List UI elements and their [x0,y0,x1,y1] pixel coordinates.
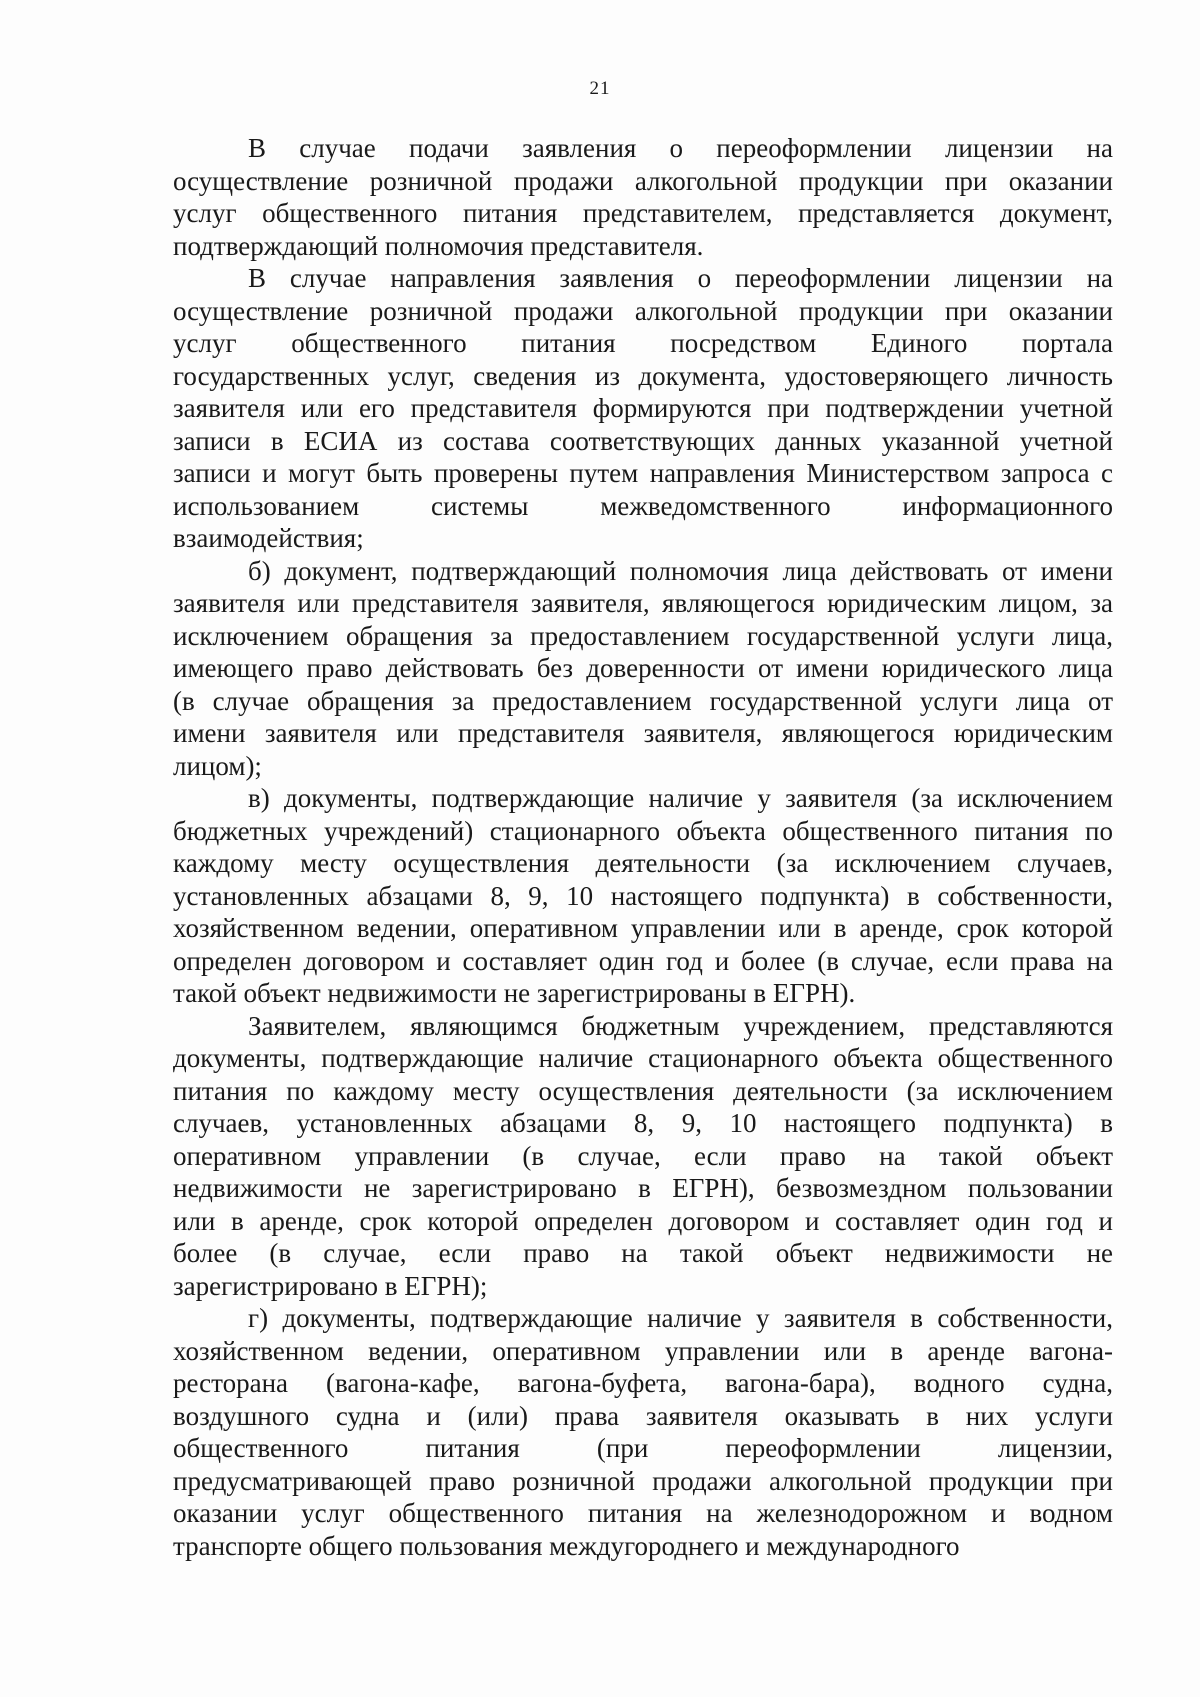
text-line: бюджетных учреждений) стационарного объекта общественного питания по [173,815,1113,846]
document-body [173,132,1113,1562]
text-line: недвижимости не зарегистрировано в ЕГРН), безвозмездном пользовании [173,1173,1113,1203]
text-line: заявителя или представителя заявителя, являющегося юридическим лицом, за [173,588,1113,618]
text-line: услуг общественного питания представителем, представляется документ, [173,198,1113,228]
paragraph [173,1010,1113,1303]
text-line: заявителя или его представителя формируются при подтверждении учетной [173,393,1113,423]
text-line: государственных услуг, сведения из документа, удостоверяющего личность [173,360,1113,391]
text-line: В случае направления заявления о переоформлении лицензии на [248,263,1113,293]
text-line: осуществление розничной продажи алкогольной продукции при оказании [173,295,1113,326]
text-line: хозяйственном ведении, оперативном управлении или в аренде вагона- [173,1335,1113,1366]
text-line: определен договором и составляет один год и более (в случае, если права на [173,945,1113,976]
paragraph [173,782,1113,1010]
text-line: зарегистрировано в ЕГРН); [173,1270,488,1301]
text-line: случаев, установленных абзацами 8, 9, 10 настоящего подпункта) в [173,1108,1113,1138]
text-line: питания по каждому месту осуществления деятельности (за исключением [173,1075,1113,1106]
text-line: воздушного судна и (или) права заявителя оказывать в них услуги [173,1400,1113,1431]
text-line: более (в случае, если право на такой объект недвижимости не [173,1238,1113,1268]
text-line: оперативном управлении (в случае, если право на такой объект [173,1140,1113,1171]
text-line: осуществление розничной продажи алкогольной продукции при оказании [173,165,1113,196]
text-line: записи в ЕСИА из состава соответствующих данных указанной учетной [173,425,1113,456]
text-line: такой объект недвижимости не зарегистрированы в ЕГРН). [173,978,856,1008]
text-line: установленных абзацами 8, 9, 10 настоящего подпункта) в собственности, [173,880,1113,911]
paragraph [173,555,1113,783]
text-line: общественного питания (при переоформлении лицензии, [173,1433,1113,1463]
text-line: взаимодействия; [173,523,364,553]
text-line: документы, подтверждающие наличие стационарного объекта общественного [173,1043,1113,1073]
paragraph [173,132,1113,262]
text-line: В случае подачи заявления о переоформлении лицензии на [248,133,1113,163]
paragraph [173,262,1113,555]
text-line: или в аренде, срок которой определен договором и составляет один год и [173,1205,1113,1236]
text-line: транспорте общего пользования междугороднего и международного [173,1530,960,1561]
page-number: 21 [589,78,611,99]
text-line: б) документ, подтверждающий полномочия лица действовать от имени [248,555,1113,586]
text-line: хозяйственном ведении, оперативном управлении или в аренде, срок которой [173,913,1113,943]
text-line: имени заявителя или представителя заявителя, являющегося юридическим [173,718,1113,748]
text-line: в) документы, подтверждающие наличие у заявителя (за исключением [248,783,1113,813]
text-line: предусматривающей право розничной продажи алкогольной продукции при [173,1465,1113,1496]
text-line: ресторана (вагона-кафе, вагона-буфета, вагона-бара), водного судна, [173,1368,1113,1398]
text-line: Заявителем, являющимся бюджетным учреждением, представляются [248,1010,1113,1041]
text-line: каждому месту осуществления деятельности (за исключением случаев, [173,848,1113,878]
text-line: услуг общественного питания посредством Единого портала [173,328,1113,358]
text-line: записи и могут быть проверены путем направления Министерством запроса с [173,458,1113,488]
text-line: использованием системы межведомственного информационного [173,490,1113,521]
text-line: исключением обращения за предоставлением государственной услуги лица, [173,620,1113,651]
text-line: имеющего право действовать без доверенности от имени юридического лица [173,653,1113,683]
text-line: подтверждающий полномочия представителя. [173,230,704,261]
text-line: (в случае обращения за предоставлением государственной услуги лица от [173,685,1113,716]
text-line: оказании услуг общественного питания на железнодорожном и водном [173,1498,1113,1528]
text-line: лицом); [173,750,262,781]
paragraph [173,1302,1113,1562]
text-line: г) документы, подтверждающие наличие у заявителя в собственности, [248,1303,1113,1333]
